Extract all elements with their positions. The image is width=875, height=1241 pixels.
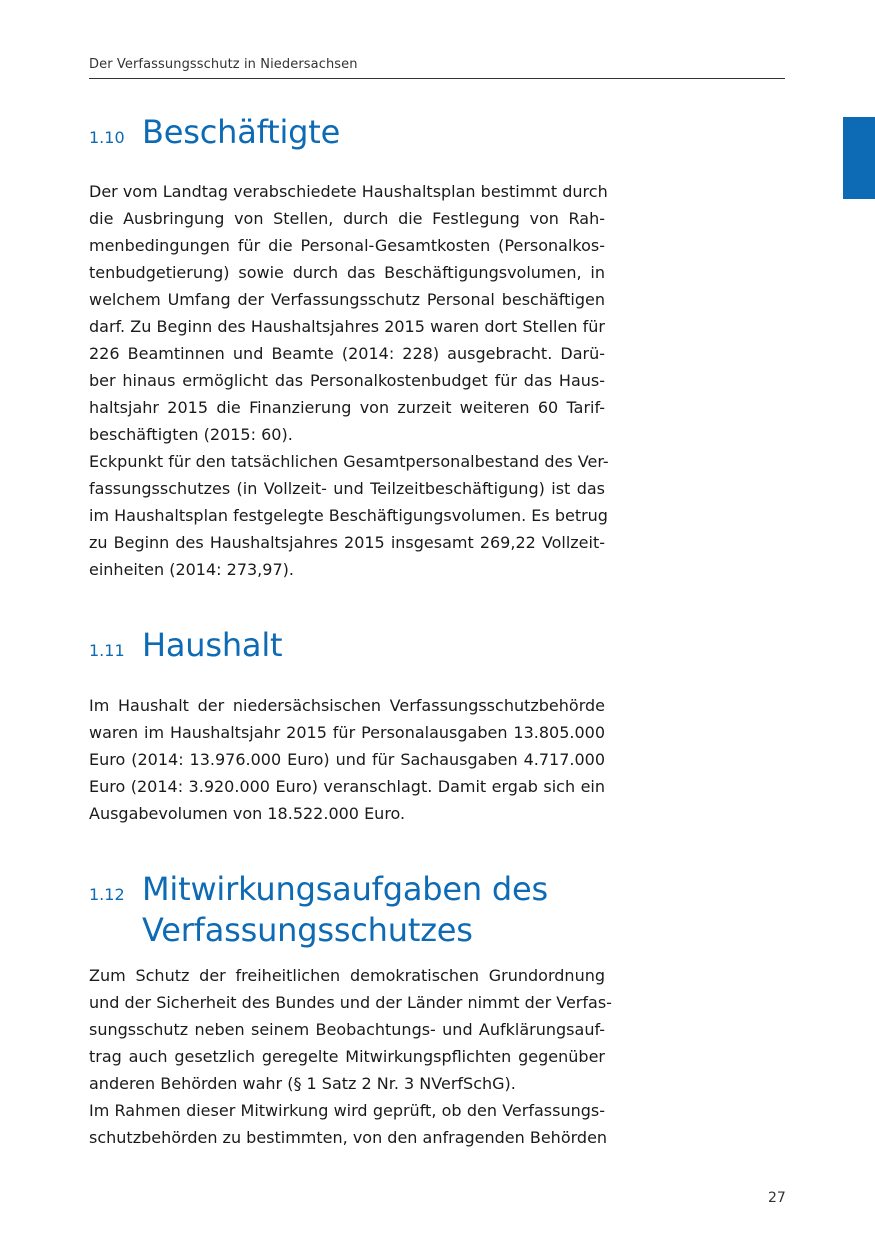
text-line: Eckpunkt für den tatsächlichen Gesamtpersonalbestand des Ver- xyxy=(89,452,609,471)
text-line: einheiten (2014: 273,97). xyxy=(89,560,294,579)
text-line: trag auch gesetzlich geregelte Mitwirkungspflichten gegenüber xyxy=(89,1047,605,1066)
text-line: Zum Schutz der freiheitlichen demokratischen Grundordnung xyxy=(89,966,605,985)
section-title: Haushalt xyxy=(142,626,283,664)
text-line: Im Rahmen dieser Mitwirkung wird geprüft, ob den Verfassungs- xyxy=(89,1101,605,1120)
text-line: haltsjahr 2015 die Finanzierung von zurzeit weiteren 60 Tarif- xyxy=(89,398,605,417)
text-line: fassungsschutzes (in Vollzeit- und Teilzeitbeschäftigung) ist das xyxy=(89,479,605,498)
text-line: 226 Beamtinnen und Beamte (2014: 228) ausgebracht. Darü- xyxy=(89,344,605,363)
section-number: 1.12 xyxy=(89,885,125,904)
text-line: darf. Zu Beginn des Haushaltsjahres 2015 waren dort Stellen für xyxy=(89,317,605,336)
section-title-line: Verfassungsschutzes xyxy=(142,911,473,949)
text-line: im Haushaltsplan festgelegte Beschäftigungsvolumen. Es betrug xyxy=(89,506,608,525)
section-title-line: Mitwirkungsaufgaben des xyxy=(142,870,548,908)
running-header: Der Verfassungsschutz in Niedersachsen xyxy=(89,57,358,72)
text-line: die Ausbringung von Stellen, durch die Festlegung von Rah- xyxy=(89,209,605,228)
text-line: Euro (2014: 3.920.000 Euro) veranschlagt. Damit ergab sich ein xyxy=(89,777,605,796)
paragraph-beschaeftigte-1 xyxy=(89,178,608,448)
text-line: anderen Behörden wahr (§ 1 Satz 2 Nr. 3 NVerfSchG). xyxy=(89,1074,516,1093)
text-line: ber hinaus ermöglicht das Personalkostenbudget für das Haus- xyxy=(89,371,605,390)
page-number: 27 xyxy=(768,1190,786,1206)
text-line: Im Haushalt der niedersächsischen Verfassungsschutzbehörde xyxy=(89,696,605,715)
section-heading-1-12 xyxy=(89,869,649,951)
section-number: 1.11 xyxy=(89,641,125,660)
paragraph-mitwirkung-1 xyxy=(89,962,612,1097)
section-heading-1-11 xyxy=(89,625,649,666)
text-line: beschäftigten (2015: 60). xyxy=(89,425,293,444)
text-line: zu Beginn des Haushaltsjahres 2015 insgesamt 269,22 Vollzeit- xyxy=(89,533,605,552)
section-title xyxy=(142,869,548,951)
paragraph-mitwirkung-2 xyxy=(89,1097,608,1151)
text-line: Ausgabevolumen von 18.522.000 Euro. xyxy=(89,804,406,823)
paragraph-haushalt xyxy=(89,692,605,827)
section-title: Beschäftigte xyxy=(142,113,341,151)
text-line: schutzbehörden zu bestimmten, von den anfragenden Behörden xyxy=(89,1128,608,1147)
text-line: welchem Umfang der Verfassungsschutz Personal beschäftigen xyxy=(89,290,605,309)
text-line: Euro (2014: 13.976.000 Euro) und für Sachausgaben 4.717.000 xyxy=(89,750,605,769)
section-heading-1-10 xyxy=(89,112,649,153)
text-line: tenbudgetierung) sowie durch das Beschäftigungsvolumen, in xyxy=(89,263,605,282)
chapter-tab-marker xyxy=(843,117,875,199)
paragraph-beschaeftigte-2 xyxy=(89,448,609,583)
text-line: Der vom Landtag verabschiedete Haushaltsplan bestimmt durch xyxy=(89,182,608,201)
text-line: sungsschutz neben seinem Beobachtungs- und Aufklärungsauf- xyxy=(89,1020,605,1039)
text-line: waren im Haushaltsjahr 2015 für Personalausgaben 13.805.000 xyxy=(89,723,605,742)
section-number: 1.10 xyxy=(89,128,125,147)
text-line: und der Sicherheit des Bundes und der Länder nimmt der Verfas- xyxy=(89,993,612,1012)
text-line: menbedingungen für die Personal-Gesamtkosten (Personalkos- xyxy=(89,236,605,255)
header-divider xyxy=(89,78,785,79)
